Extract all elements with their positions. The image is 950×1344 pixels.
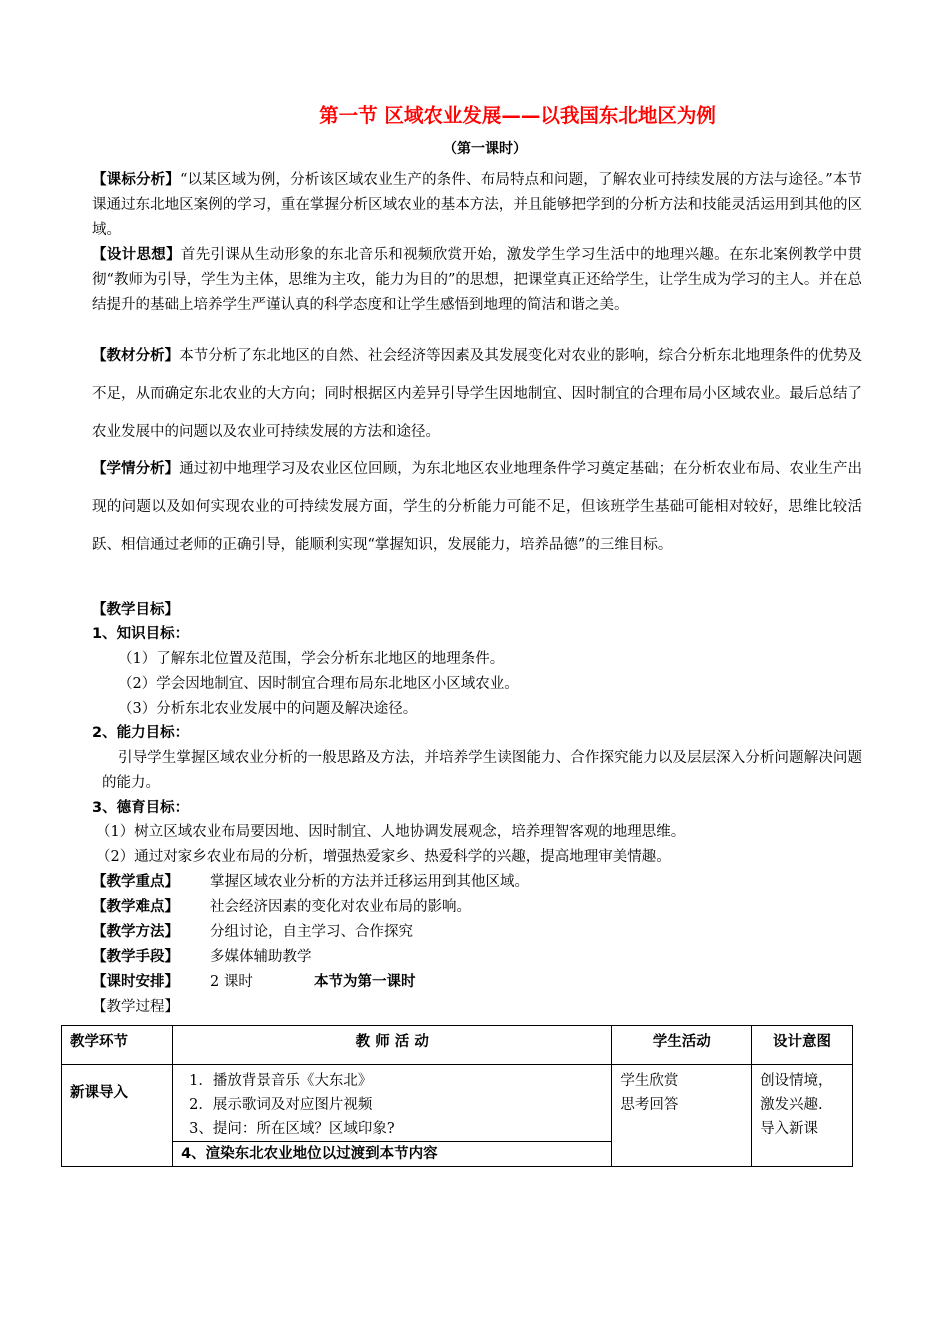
page-title: 第一节 区域农业发展——以我国东北地区为例	[319, 104, 716, 127]
student-item: 思考回答	[620, 1097, 679, 1113]
info-difficulty	[92, 895, 471, 919]
table-header-row	[62, 1026, 853, 1065]
cell-intent	[752, 1065, 853, 1167]
objectives-heading: 【教学目标】	[92, 602, 179, 618]
process-label: 【教学过程】	[92, 999, 179, 1015]
page-subtitle: （第一课时）	[443, 141, 527, 157]
header-student: 学生活动	[612, 1026, 752, 1065]
table-row	[62, 1065, 853, 1167]
textbook-text: 本节分析了东北地区的自然、社会经济等因素及其发展变化对农业的影响，综合分析东北地理条件的优势及不足，从而确定东北农业的大方向；同时根据区内差异引导学生因地制宜、因时制宜的合理布局小区域农业。最后总结了农业发展中的问题以及农业可持续发展的方法和途径。	[92, 348, 863, 440]
design-text: 首先引课从生动形象的东北音乐和视频欣赏开始，激发学生学习生活中的地理兴趣。在东北案例教学中贯彻“教师为引导，学生为主体，思维为主攻，能力为目的”的思想，把课堂真正还给学生，让学生成为学习的主人。并在总结提升的基础上培养学生严谨认真的科学态度和让学生感悟到地理的简洁和谐之美。	[92, 247, 863, 313]
difficulty-label: 【教学难点】	[92, 899, 179, 915]
textbook-analysis	[92, 337, 862, 451]
learner-analysis	[92, 450, 862, 564]
teacher-item: 1．播放背景音乐《大东北》	[189, 1073, 373, 1089]
moral-item-2: （2）通过对家乡农业布局的分析，增强热爱家乡、热爱科学的兴趣，提高地理审美情趣。	[96, 849, 671, 865]
header-intent: 设计意图	[752, 1026, 853, 1065]
method-label: 【教学方法】	[92, 924, 179, 940]
teacher-item: 3、提问：所在区域？区域印象?	[189, 1121, 395, 1137]
schedule-value: 2 课时	[210, 974, 253, 990]
curriculum-tag: 【课标分析】	[92, 172, 180, 188]
cell-student	[612, 1065, 752, 1167]
ability-text: 引导学生掌握区域农业分析的一般思路及方法，并培养学生读图能力、合作探究能力以及层层深入分析问题解决问题的能力。	[102, 750, 862, 791]
intent-item: 激发兴趣.	[760, 1097, 823, 1113]
cell-teacher	[173, 1065, 612, 1167]
means-label: 【教学手段】	[92, 949, 179, 965]
ability-heading: 2、能力目标：	[92, 725, 190, 741]
intent-item: 导入新课	[760, 1121, 819, 1137]
curriculum-analysis	[92, 168, 862, 243]
focus-label: 【教学重点】	[92, 874, 179, 890]
schedule-note: 本节为第一课时	[314, 974, 416, 990]
design-thought	[92, 243, 862, 318]
moral-item-1: （1）树立区域农业布局要因地、因时制宜、人地协调发展观念，培养理智客观的地理思维。	[96, 824, 686, 840]
learners-tag: 【学情分析】	[92, 461, 180, 477]
schedule-label: 【课时安排】	[92, 974, 179, 990]
intent-item: 创设情境，	[760, 1073, 833, 1089]
teacher-item-bold: 4、渲染东北农业地位以过渡到本节内容	[173, 1141, 611, 1166]
means-value: 多媒体辅助教学	[210, 949, 312, 965]
knowledge-heading: 1、知识目标：	[92, 626, 190, 642]
header-stage: 教学环节	[62, 1026, 173, 1065]
info-means	[92, 945, 312, 969]
header-teacher: 教 师 活 动	[173, 1026, 612, 1065]
knowledge-item-2: （2）学会因地制宜、因时制宜合理布局东北地区小区域农业。	[118, 676, 519, 692]
teacher-item: 2．展示歌词及对应图片视频	[189, 1097, 373, 1113]
info-focus	[92, 870, 529, 894]
difficulty-value: 社会经济因素的变化对农业布局的影响。	[210, 899, 471, 915]
learners-text: 通过初中地理学习及农业区位回顾，为东北地区农业地理条件学习奠定基础；在分析农业布局、农业生产出现的问题以及如何实现农业的可持续发展方面，学生的分析能力可能不足，但该班学生基础可能相对较好，思维比较活跃、相信通过老师的正确引导，能顺利实现“掌握知识，发展能力，培养品德”的三维目标。	[92, 461, 863, 553]
design-tag: 【设计思想】	[92, 247, 181, 263]
textbook-tag: 【教材分析】	[92, 348, 180, 364]
info-method	[92, 920, 413, 944]
student-item: 学生欣赏	[620, 1073, 679, 1089]
cell-stage: 新课导入	[62, 1065, 173, 1167]
moral-heading: 3、德育目标：	[92, 800, 190, 816]
teaching-process-table	[61, 1025, 853, 1167]
method-value: 分组讨论，自主学习、合作探究	[210, 924, 413, 940]
focus-value: 掌握区域农业分析的方法并迁移运用到其他区域。	[210, 874, 529, 890]
info-schedule	[92, 970, 416, 994]
knowledge-item-3: （3）分析东北农业发展中的问题及解决途径。	[118, 701, 418, 717]
knowledge-item-1: （1）了解东北位置及范围，学会分析东北地区的地理条件。	[118, 651, 505, 667]
curriculum-text: “以某区域为例，分析该区域农业生产的条件、布局特点和问题，了解农业可持续发展的方法与途径。”本节课通过东北地区案例的学习，重在掌握分析区域农业的基本方法，并且能够把学到的分析方法和技能灵活运用到其他的区域。	[92, 172, 862, 238]
